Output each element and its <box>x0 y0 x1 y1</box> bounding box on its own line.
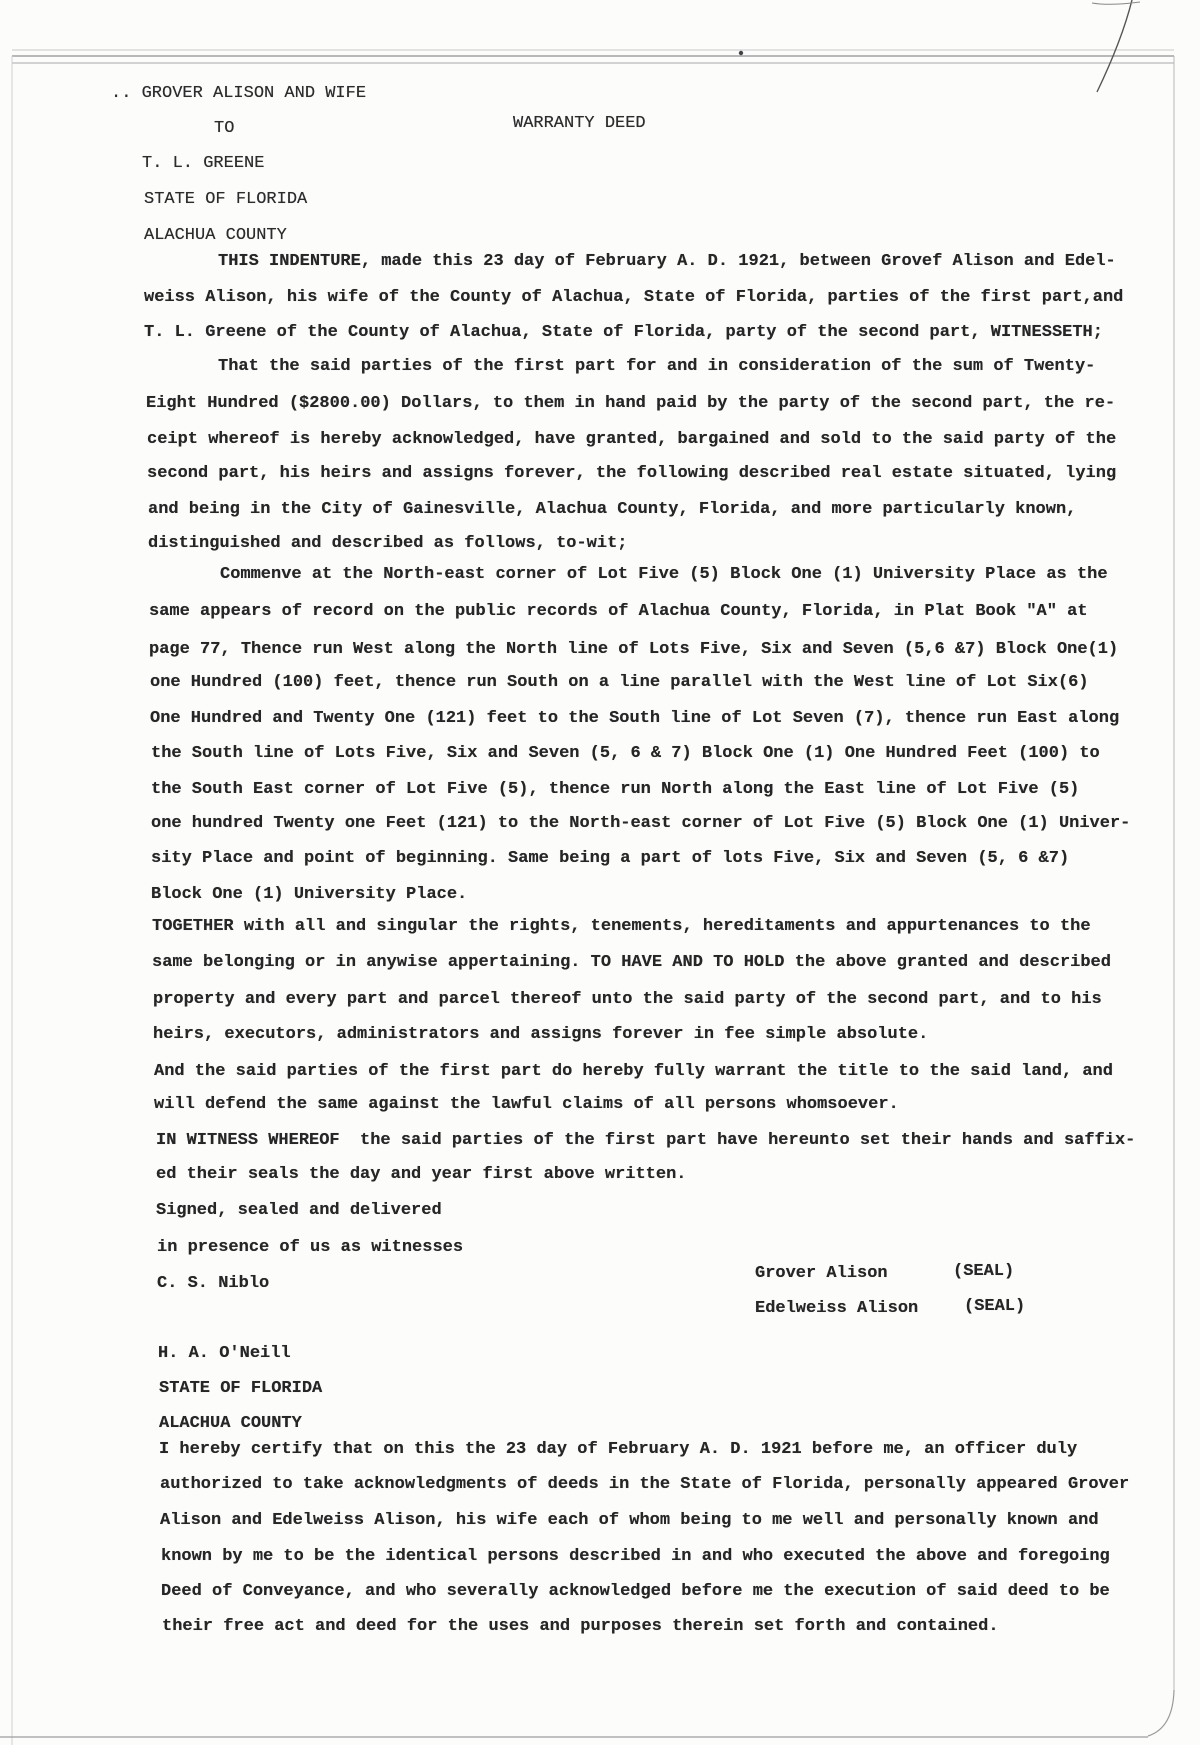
description-line: one hundred Twenty one Feet (121) to the North-east corner of Lot Five (5) Block One (1) Univer- <box>151 814 1131 833</box>
bottom-right-curve <box>1148 1690 1174 1736</box>
description-line: same appears of record on the public records of Alachua County, Florida, in Plat Book "A" at <box>149 602 1088 621</box>
ack-line: Deed of Conveyance, and who severally acknowledged before me the execution of said deed to be <box>161 1582 1110 1601</box>
ack-line: known by me to be the identical persons described in and who executed the above and foregoing <box>161 1547 1110 1566</box>
warranty-line: will defend the same against the lawful claims of all persons whomsoever. <box>154 1095 899 1114</box>
indenture-line: THIS INDENTURE, made this 23 day of February A. D. 1921, between Grovef Alison and Edel- <box>218 252 1116 271</box>
habendum-line: property and every part and parcel thereof unto the said party of the second part, and to his <box>153 990 1102 1009</box>
ack-line: Alison and Edelweiss Alison, his wife each of whom being to me well and personally known and <box>160 1511 1099 1530</box>
description-line: sity Place and point of beginning. Same being a part of lots Five, Six and Seven (5, 6 &7) <box>151 849 1070 868</box>
handwritten-slash-mark <box>1097 0 1132 92</box>
habendum-line: heirs, executors, administrators and assigns forever in fee simple absolute. <box>153 1025 929 1044</box>
county-header: ALACHUA COUNTY <box>144 226 287 245</box>
consideration-line: That the said parties of the first part for and in consideration of the sum of Twenty- <box>218 357 1096 376</box>
ack-line: authorized to take acknowledgments of deeds in the State of Florida, personally appeared Grover <box>160 1475 1130 1494</box>
consideration-line: Eight Hundred ($2800.00) Dollars, to them in hand paid by the party of the second part, the re- <box>146 394 1116 413</box>
ack-state: STATE OF FLORIDA <box>159 1379 323 1398</box>
witness-clause-line: IN WITNESS WHEREOF the said parties of the first part have hereunto set their hands and saffix- <box>156 1131 1136 1150</box>
document-title: WARRANTY DEED <box>513 114 646 133</box>
indenture-line: T. L. Greene of the County of Alachua, State of Florida, party of the second part, WITNESSETH; <box>144 323 1103 342</box>
seal-label: (SEAL) <box>964 1297 1026 1316</box>
ack-county: ALACHUA COUNTY <box>159 1414 302 1433</box>
grantor-header: .. GROVER ALISON AND WIFE <box>111 84 367 103</box>
warranty-line: And the said parties of the first part do hereby fully warrant the title to the said land, and <box>154 1062 1113 1081</box>
grantee-header: T. L. GREENE <box>142 154 265 173</box>
witness-clause-line: ed their seals the day and year first above written. <box>156 1165 687 1184</box>
ack-line: I hereby certify that on this the 23 day of February A. D. 1921 before me, an officer duly <box>159 1440 1078 1459</box>
to-label: TO <box>214 119 235 138</box>
consideration-line: second part, his heirs and assigns forever, the following described real estate situated, lying <box>147 464 1117 483</box>
description-line: page 77, Thence run West along the North line of Lots Five, Six and Seven (5,6 &7) Block One(1) <box>149 640 1119 659</box>
description-line: one Hundred (100) feet, thence run South on a line parallel with the West line of Lot Six(6) <box>150 673 1089 692</box>
consideration-line: ceipt whereof is hereby acknowledged, have granted, bargained and sold to the said party of the <box>147 430 1117 449</box>
description-line: the South line of Lots Five, Six and Seven (5, 6 & 7) Block One (1) One Hundred Feet (100) to <box>151 744 1100 763</box>
state-header: STATE OF FLORIDA <box>144 190 308 209</box>
description-line: the South East corner of Lot Five (5), thence run North along the East line of Lot Five (5) <box>151 780 1080 799</box>
indenture-line: weiss Alison, his wife of the County of Alachua, State of Florida, parties of the first part,and <box>144 288 1124 307</box>
seal-label: (SEAL) <box>953 1262 1015 1281</box>
signature-name: Edelweiss Alison <box>755 1299 919 1318</box>
witness-name: H. A. O'Neill <box>158 1344 291 1363</box>
ack-line: their free act and deed for the uses and purposes therein set forth and contained. <box>162 1617 999 1636</box>
top-corner-marks <box>1092 2 1140 4</box>
description-line: Commenve at the North-east corner of Lot Five (5) Block One (1) University Place as the <box>220 565 1108 584</box>
attestation-line: in presence of us as witnesses <box>157 1238 464 1257</box>
signature-name: Grover Alison <box>755 1264 888 1283</box>
consideration-line: distinguished and described as follows, to-wit; <box>148 534 628 553</box>
top-dot <box>739 51 743 55</box>
description-line: One Hundred and Twenty One (121) feet to the South line of Lot Seven (7), thence run East along <box>150 709 1120 728</box>
description-line: Block One (1) University Place. <box>151 885 468 904</box>
habendum-line: same belonging or in anywise appertaining. TO HAVE AND TO HOLD the above granted and described <box>152 953 1111 972</box>
consideration-line: and being in the City of Gainesville, Alachua County, Florida, and more particularly known, <box>148 500 1077 519</box>
habendum-line: TOGETHER with all and singular the rights, tenements, hereditaments and appurtenances to the <box>152 917 1091 936</box>
attestation-line: Signed, sealed and delivered <box>156 1201 442 1220</box>
witness-name: C. S. Niblo <box>157 1274 270 1293</box>
